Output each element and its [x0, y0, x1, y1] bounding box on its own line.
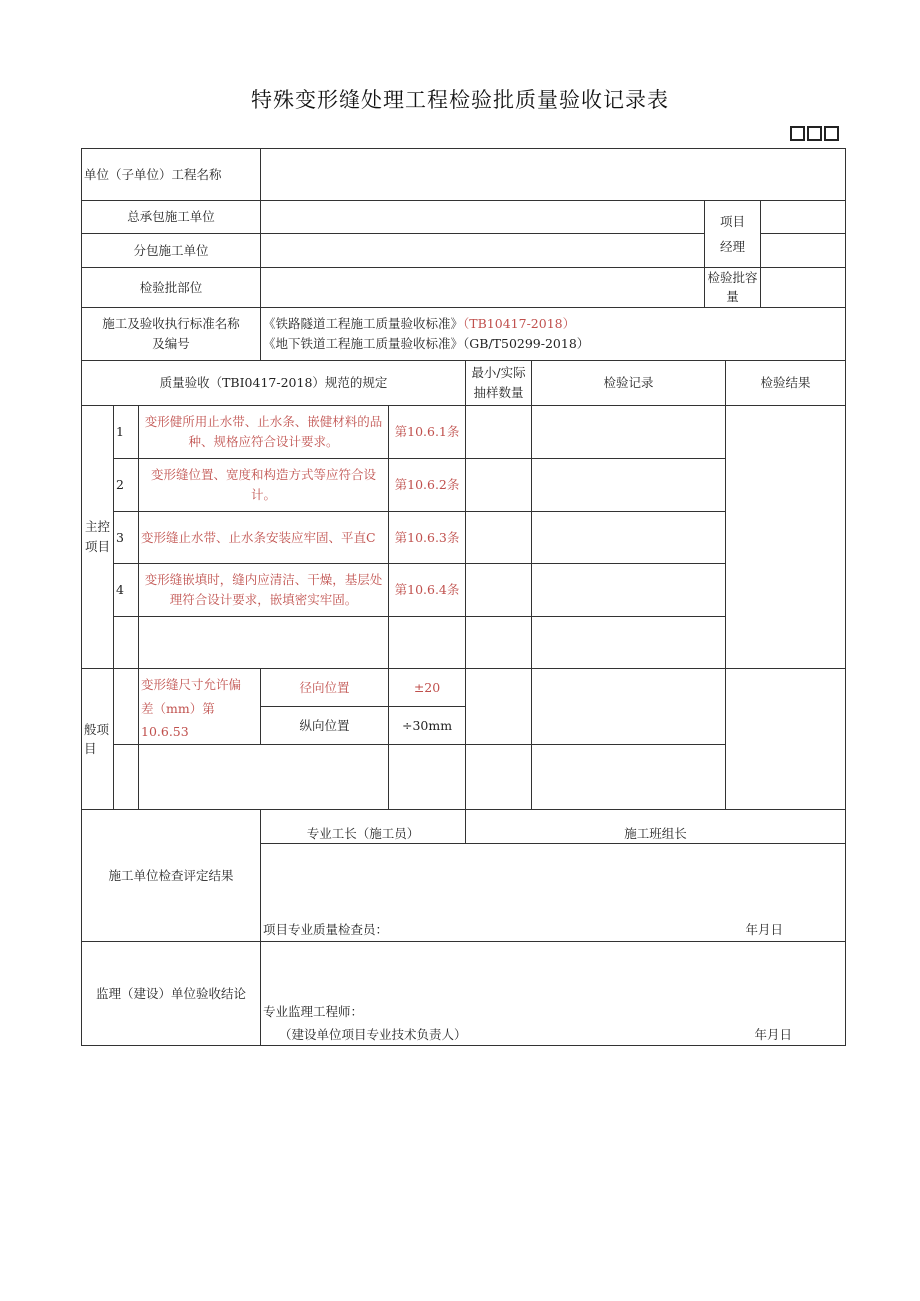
general-contractor-value[interactable] [261, 201, 705, 234]
standard-2: 《地下铁道工程施工质量验收标准》（GB/T50299-2018） [263, 335, 590, 351]
subcontractor-value[interactable] [261, 234, 705, 268]
main-item-clause: 第10.6.4条 [389, 563, 466, 616]
number-box[interactable] [824, 126, 839, 141]
general-item-sample-empty[interactable] [466, 745, 532, 810]
main-item-no-empty[interactable] [114, 616, 139, 668]
longitudinal-position-value: ÷30mm [389, 706, 466, 744]
main-item-record[interactable] [532, 458, 726, 511]
main-item-sample[interactable] [466, 405, 532, 458]
main-item-no: 1 [114, 405, 139, 458]
main-item-record[interactable] [532, 511, 726, 563]
main-item-record[interactable] [532, 563, 726, 616]
main-items-result[interactable] [726, 405, 846, 668]
general-item-value-empty[interactable] [389, 745, 466, 810]
general-item-desc-2: 差（mm）第10.6.53 [141, 700, 215, 740]
radial-position-value: ±20 [389, 668, 466, 706]
main-item-record-empty[interactable] [532, 616, 726, 668]
standard-value [261, 307, 846, 360]
main-item-sample[interactable] [466, 563, 532, 616]
main-item-clause: 第10.6.3条 [389, 511, 466, 563]
unit-project-label: 单位（子单位）工程名称 [82, 149, 261, 201]
main-item-clause-empty[interactable] [389, 616, 466, 668]
general-items-label-2: 目 [84, 740, 97, 756]
sample-header-1: 最小/实际 [471, 365, 526, 381]
main-item-sample[interactable] [466, 511, 532, 563]
main-item-text: 变形缝位置、宽度和构造方式等应符合设计。 [139, 458, 389, 511]
number-box[interactable] [790, 126, 805, 141]
general-items-label [82, 668, 114, 809]
standard-1-code: （TB10417-2018） [463, 316, 576, 332]
inspection-form-table [81, 148, 846, 1046]
main-item-sample[interactable] [466, 458, 532, 511]
standard-label-2: 及编号 [152, 335, 190, 351]
supervision-date: 年月日 [754, 1026, 793, 1042]
result-column-header: 检验结果 [726, 360, 846, 405]
general-item-desc-empty[interactable] [139, 745, 389, 810]
main-item-no: 2 [114, 458, 139, 511]
standard-1-name: 《铁路隧道工程施工质量验收标准》 [263, 316, 464, 332]
general-item-record-empty[interactable] [532, 745, 726, 810]
general-item-no [114, 668, 139, 744]
number-box[interactable] [807, 126, 822, 141]
supervision-label: 监理（建设）单位验收结论 [82, 942, 261, 1046]
owner-tech-lead-label: （建设单位项目专业技术负责人） [279, 1026, 467, 1042]
foreman-label: 专业工长（施工员） [261, 810, 466, 844]
longitudinal-position-label: 纵向位置 [261, 706, 389, 744]
main-item-clause: 第10.6.2条 [389, 458, 466, 511]
project-manager-label-2: 经理 [720, 239, 746, 254]
general-item-desc [139, 668, 261, 744]
main-items-label [82, 405, 114, 668]
main-item-text: 变形缝嵌填时，缝内应清洁、干燥，基层处理符合设计要求，嵌填密实牢固。 [139, 563, 389, 616]
main-item-text: 变形健所用止水带、止水条、嵌健材料的品种、规格应符合设计要求。 [139, 405, 389, 458]
main-item-clause: 第10.6.1条 [389, 405, 466, 458]
inspection-part-value[interactable] [261, 268, 705, 308]
general-item-sample[interactable] [466, 668, 532, 744]
main-items-label-1: 主控 [84, 519, 110, 535]
main-item-record[interactable] [532, 405, 726, 458]
team-leader-label: 施工班组长 [466, 810, 846, 844]
batch-capacity-value[interactable] [761, 268, 846, 308]
construction-eval-signature[interactable] [261, 844, 846, 942]
sample-header-2: 抽样数量 [473, 384, 524, 400]
page-title: 特殊变形缝处理工程检验批质量验收记录表 [251, 88, 669, 112]
supervision-signature[interactable] [261, 942, 846, 1046]
batch-capacity-label: 检验批容量 [705, 268, 761, 308]
general-item-no-empty[interactable] [114, 745, 139, 810]
project-manager-value-2[interactable] [761, 234, 846, 268]
record-number-boxes [790, 126, 839, 141]
general-contractor-label: 总承包施工单位 [82, 201, 261, 234]
construction-eval-label: 施工单位检查评定结果 [82, 810, 261, 942]
inspection-part-label: 检验批部位 [82, 268, 261, 308]
main-item-text: 变形缝止水带、止水条安装应牢固、平直C [139, 511, 389, 563]
record-column-header: 检验记录 [532, 360, 726, 405]
general-items-label-1: 般项 [84, 721, 110, 737]
project-manager-label [705, 201, 761, 268]
unit-project-value[interactable] [261, 149, 846, 201]
construction-eval-date: 年月日 [745, 921, 784, 937]
main-item-text-empty[interactable] [139, 616, 389, 668]
project-manager-label-1: 项目 [720, 213, 746, 229]
main-item-no: 4 [114, 563, 139, 616]
radial-position-label: 径向位置 [261, 668, 389, 706]
standard-label [82, 307, 261, 360]
spec-column-header: 质量验收（TBI0417-2018）规范的规定 [82, 360, 466, 405]
main-item-no: 3 [114, 511, 139, 563]
main-item-sample-empty[interactable] [466, 616, 532, 668]
general-item-record[interactable] [532, 668, 726, 744]
sample-column-header [466, 360, 532, 405]
standard-label-1: 施工及验收执行标准名称 [102, 316, 240, 332]
general-items-result[interactable] [726, 668, 846, 809]
quality-inspector-label: 项目专业质量检查员： [263, 921, 389, 937]
supervision-engineer-label: 专业监理工程师： [263, 1004, 364, 1019]
general-item-desc-1: 变形缝尺寸允许偏 [141, 676, 242, 692]
project-manager-value-1[interactable] [761, 201, 846, 234]
subcontractor-label: 分包施工单位 [82, 234, 261, 268]
main-items-label-2: 项目 [84, 538, 110, 554]
